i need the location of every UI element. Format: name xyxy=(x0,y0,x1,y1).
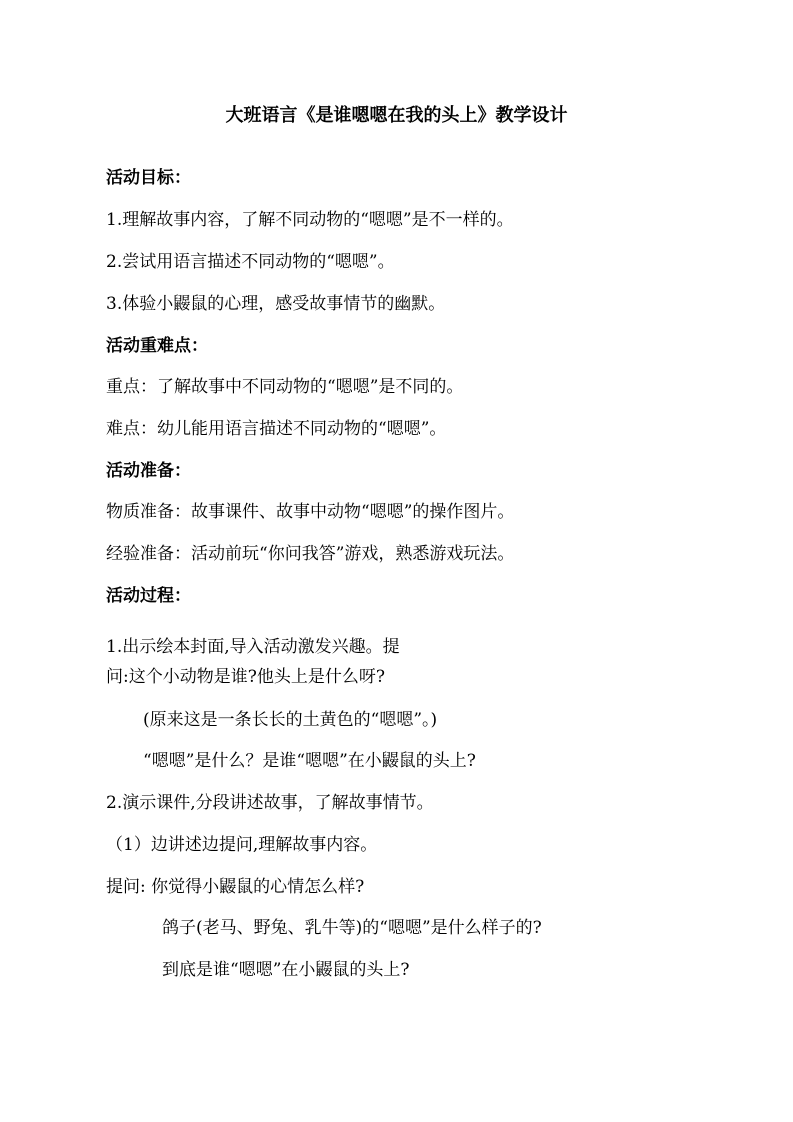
process-ask-3: 到底是谁“嗯嗯”在小鼹鼠的头上? xyxy=(162,960,410,980)
process-heading: 活动过程： xyxy=(106,586,191,606)
process-step-1-answer: (原来这是一条长长的土黄色的“嗯嗯”。) xyxy=(143,710,438,730)
goal-item-2: 2.尝试用语言描述不同动物的“嗯嗯”。 xyxy=(106,252,395,272)
goal-item-1: 1.理解故事内容，了解不同动物的“嗯嗯”是不一样的。 xyxy=(106,210,514,230)
difficulty-point: 难点：幼儿能用语言描述不同动物的“嗯嗯”。 xyxy=(106,419,447,439)
process-ask-1: 提问: 你觉得小鼹鼠的心情怎么样? xyxy=(106,877,365,897)
preparation-heading: 活动准备： xyxy=(106,461,191,481)
goals-heading: 活动目标： xyxy=(106,168,191,188)
process-step-2: 2.演示课件,分段讲述故事，了解故事情节。 xyxy=(106,793,434,813)
goal-item-3: 3.体验小鼹鼠的心理，感受故事情节的幽默。 xyxy=(106,294,446,314)
key-point: 重点：了解故事中不同动物的“嗯嗯”是不同的。 xyxy=(106,377,464,397)
process-step-2-sub-1: （1）边讲述边提问,理解故事内容。 xyxy=(106,835,378,855)
experience-preparation: 经验准备：活动前玩“你问我答”游戏，熟悉游戏玩法。 xyxy=(106,544,515,564)
material-preparation: 物质准备：故事课件、故事中动物“嗯嗯”的操作图片。 xyxy=(106,502,515,522)
process-step-1-line-2: 问:这个小动物是谁?他头上是什么呀? xyxy=(106,667,385,687)
process-step-1-line-1: 1.出示绘本封面,导入活动激发兴趣。提 xyxy=(106,637,400,657)
process-ask-2: 鸽子(老马、野兔、乳牛等)的“嗯嗯”是什么样子的? xyxy=(162,918,542,938)
document-title: 大班语言《是谁嗯嗯在我的头上》教学设计 xyxy=(225,105,568,126)
process-step-1-question: “嗯嗯”是什么？是谁“嗯嗯”在小鼹鼠的头上? xyxy=(143,751,476,771)
key-points-heading: 活动重难点： xyxy=(106,336,208,356)
